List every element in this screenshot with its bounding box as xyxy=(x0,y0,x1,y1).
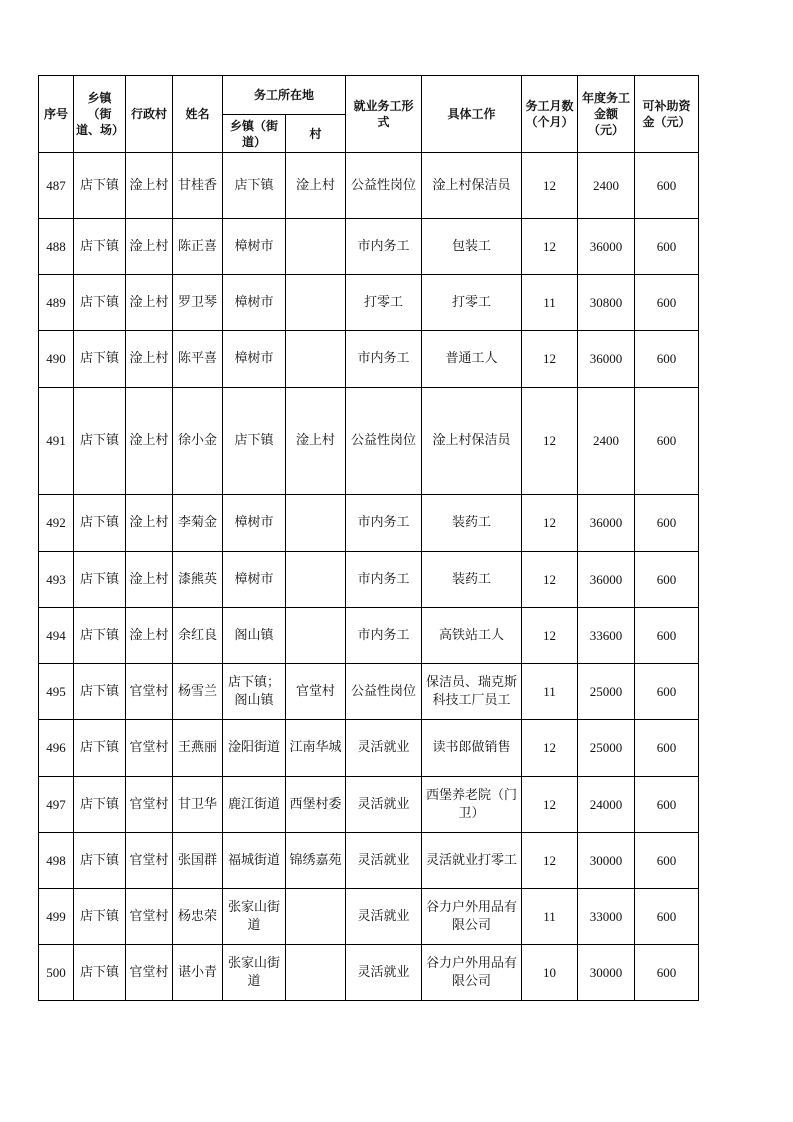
cell-village: 淦上村 xyxy=(126,153,173,219)
cell-seq: 491 xyxy=(39,388,74,495)
cell-income: 36000 xyxy=(578,219,635,275)
table-row xyxy=(39,275,699,331)
cell-subsidy: 600 xyxy=(635,664,699,720)
cell-work-township: 阁山镇 xyxy=(223,608,286,664)
cell-form: 灵活就业 xyxy=(346,720,422,777)
cell-form: 灵活就业 xyxy=(346,889,422,945)
cell-months: 12 xyxy=(522,331,578,388)
cell-name: 杨忠荣 xyxy=(173,889,223,945)
cell-village: 淦上村 xyxy=(126,219,173,275)
cell-name: 漆熊英 xyxy=(173,552,223,608)
cell-name: 张国群 xyxy=(173,833,223,889)
cell-work-village: 淦上村 xyxy=(286,388,346,495)
table-header xyxy=(39,76,699,153)
cell-seq: 487 xyxy=(39,153,74,219)
cell-seq: 498 xyxy=(39,833,74,889)
cell-work-township: 樟树市 xyxy=(223,552,286,608)
cell-form: 公益性岗位 xyxy=(346,153,422,219)
header-months: 务工月数（个月） xyxy=(522,76,578,153)
cell-subsidy: 600 xyxy=(635,495,699,552)
cell-job: 保洁员、瑞克斯科技工厂员工 xyxy=(422,664,522,720)
cell-name: 徐小金 xyxy=(173,388,223,495)
cell-subsidy: 600 xyxy=(635,889,699,945)
cell-job: 淦上村保洁员 xyxy=(422,153,522,219)
cell-subsidy: 600 xyxy=(635,720,699,777)
cell-months: 12 xyxy=(522,388,578,495)
cell-job: 装药工 xyxy=(422,552,522,608)
table-row xyxy=(39,219,699,275)
cell-job: 包装工 xyxy=(422,219,522,275)
cell-form: 打零工 xyxy=(346,275,422,331)
cell-village: 官堂村 xyxy=(126,664,173,720)
header-form: 就业务工形式 xyxy=(346,76,422,153)
cell-months: 11 xyxy=(522,664,578,720)
table-row xyxy=(39,777,699,833)
cell-subsidy: 600 xyxy=(635,777,699,833)
cell-work-village xyxy=(286,552,346,608)
cell-form: 公益性岗位 xyxy=(346,664,422,720)
table-body xyxy=(39,153,699,1001)
cell-form: 灵活就业 xyxy=(346,833,422,889)
cell-seq: 497 xyxy=(39,777,74,833)
cell-village: 淦上村 xyxy=(126,608,173,664)
cell-seq: 495 xyxy=(39,664,74,720)
cell-income: 30000 xyxy=(578,833,635,889)
cell-work-village xyxy=(286,331,346,388)
cell-income: 25000 xyxy=(578,664,635,720)
cell-township: 店下镇 xyxy=(74,833,126,889)
cell-name: 谌小青 xyxy=(173,945,223,1001)
cell-township: 店下镇 xyxy=(74,388,126,495)
cell-months: 12 xyxy=(522,833,578,889)
cell-months: 11 xyxy=(522,889,578,945)
cell-work-village: 西堡村委 xyxy=(286,777,346,833)
cell-months: 12 xyxy=(522,495,578,552)
cell-work-township: 福城街道 xyxy=(223,833,286,889)
cell-name: 甘卫华 xyxy=(173,777,223,833)
cell-subsidy: 600 xyxy=(635,608,699,664)
cell-subsidy: 600 xyxy=(635,945,699,1001)
header-income: 年度务工金额（元） xyxy=(578,76,635,153)
cell-work-township: 张家山街道 xyxy=(223,889,286,945)
cell-job: 灵活就业打零工 xyxy=(422,833,522,889)
header-name: 姓名 xyxy=(173,76,223,153)
table-row xyxy=(39,833,699,889)
cell-township: 店下镇 xyxy=(74,889,126,945)
cell-income: 36000 xyxy=(578,495,635,552)
cell-township: 店下镇 xyxy=(74,552,126,608)
cell-job: 打零工 xyxy=(422,275,522,331)
cell-seq: 499 xyxy=(39,889,74,945)
cell-name: 余红良 xyxy=(173,608,223,664)
table-row xyxy=(39,388,699,495)
cell-work-village: 江南华城 xyxy=(286,720,346,777)
table-row xyxy=(39,608,699,664)
cell-village: 淦上村 xyxy=(126,552,173,608)
cell-income: 33000 xyxy=(578,889,635,945)
table-row xyxy=(39,495,699,552)
cell-months: 10 xyxy=(522,945,578,1001)
subsidy-roster-table xyxy=(38,75,699,1001)
cell-months: 12 xyxy=(522,153,578,219)
header-township: 乡镇（街道、场） xyxy=(74,76,126,153)
cell-seq: 492 xyxy=(39,495,74,552)
cell-subsidy: 600 xyxy=(635,275,699,331)
cell-township: 店下镇 xyxy=(74,495,126,552)
cell-township: 店下镇 xyxy=(74,275,126,331)
cell-income: 33600 xyxy=(578,608,635,664)
cell-township: 店下镇 xyxy=(74,720,126,777)
cell-months: 12 xyxy=(522,720,578,777)
cell-income: 25000 xyxy=(578,720,635,777)
cell-subsidy: 600 xyxy=(635,833,699,889)
cell-village: 淦上村 xyxy=(126,275,173,331)
cell-income: 30000 xyxy=(578,945,635,1001)
cell-job: 高铁站工人 xyxy=(422,608,522,664)
cell-form: 市内务工 xyxy=(346,495,422,552)
cell-income: 36000 xyxy=(578,552,635,608)
cell-job: 淦上村保洁员 xyxy=(422,388,522,495)
cell-work-village xyxy=(286,889,346,945)
table-row xyxy=(39,153,699,219)
cell-name: 罗卫琴 xyxy=(173,275,223,331)
cell-township: 店下镇 xyxy=(74,608,126,664)
cell-form: 市内务工 xyxy=(346,331,422,388)
cell-work-village: 官堂村 xyxy=(286,664,346,720)
cell-form: 市内务工 xyxy=(346,608,422,664)
cell-work-township: 樟树市 xyxy=(223,331,286,388)
cell-seq: 500 xyxy=(39,945,74,1001)
cell-job: 谷力户外用品有限公司 xyxy=(422,945,522,1001)
cell-income: 30800 xyxy=(578,275,635,331)
header-seq: 序号 xyxy=(39,76,74,153)
cell-village: 官堂村 xyxy=(126,720,173,777)
cell-months: 12 xyxy=(522,608,578,664)
cell-work-township: 鹿江街道 xyxy=(223,777,286,833)
cell-village: 淦上村 xyxy=(126,331,173,388)
cell-months: 12 xyxy=(522,777,578,833)
cell-form: 灵活就业 xyxy=(346,945,422,1001)
cell-seq: 489 xyxy=(39,275,74,331)
cell-seq: 496 xyxy=(39,720,74,777)
header-work-township: 乡镇（街道） xyxy=(223,115,286,153)
table-row xyxy=(39,945,699,1001)
cell-name: 李菊金 xyxy=(173,495,223,552)
cell-income: 2400 xyxy=(578,388,635,495)
cell-name: 王燕丽 xyxy=(173,720,223,777)
cell-village: 官堂村 xyxy=(126,777,173,833)
cell-township: 店下镇 xyxy=(74,153,126,219)
cell-township: 店下镇 xyxy=(74,331,126,388)
cell-village: 淦上村 xyxy=(126,495,173,552)
table-row xyxy=(39,552,699,608)
cell-village: 淦上村 xyxy=(126,388,173,495)
table-row xyxy=(39,331,699,388)
cell-job: 谷力户外用品有限公司 xyxy=(422,889,522,945)
cell-job: 读书郎做销售 xyxy=(422,720,522,777)
cell-township: 店下镇 xyxy=(74,777,126,833)
header-work-location: 务工所在地 xyxy=(223,76,346,115)
cell-village: 官堂村 xyxy=(126,889,173,945)
cell-name: 陈正喜 xyxy=(173,219,223,275)
cell-subsidy: 600 xyxy=(635,331,699,388)
cell-work-township: 樟树市 xyxy=(223,495,286,552)
cell-form: 灵活就业 xyxy=(346,777,422,833)
cell-village: 官堂村 xyxy=(126,945,173,1001)
cell-work-township: 淦阳街道 xyxy=(223,720,286,777)
cell-name: 杨雪兰 xyxy=(173,664,223,720)
cell-work-township: 店下镇；阁山镇 xyxy=(223,664,286,720)
cell-seq: 490 xyxy=(39,331,74,388)
cell-form: 市内务工 xyxy=(346,552,422,608)
cell-name: 甘桂香 xyxy=(173,153,223,219)
cell-subsidy: 600 xyxy=(635,153,699,219)
cell-name: 陈平喜 xyxy=(173,331,223,388)
cell-months: 12 xyxy=(522,552,578,608)
header-subsidy: 可补助资金（元） xyxy=(635,76,699,153)
cell-work-township: 樟树市 xyxy=(223,219,286,275)
cell-income: 24000 xyxy=(578,777,635,833)
table-row xyxy=(39,889,699,945)
cell-township: 店下镇 xyxy=(74,664,126,720)
cell-work-township: 店下镇 xyxy=(223,388,286,495)
cell-job: 西堡养老院（门卫） xyxy=(422,777,522,833)
cell-income: 36000 xyxy=(578,331,635,388)
cell-seq: 493 xyxy=(39,552,74,608)
cell-work-township: 樟树市 xyxy=(223,275,286,331)
cell-work-village xyxy=(286,945,346,1001)
cell-subsidy: 600 xyxy=(635,219,699,275)
cell-work-village xyxy=(286,219,346,275)
cell-work-township: 张家山街道 xyxy=(223,945,286,1001)
cell-work-village xyxy=(286,275,346,331)
cell-work-village xyxy=(286,495,346,552)
cell-job: 普通工人 xyxy=(422,331,522,388)
cell-job: 装药工 xyxy=(422,495,522,552)
cell-income: 2400 xyxy=(578,153,635,219)
cell-work-village: 锦绣嘉苑 xyxy=(286,833,346,889)
cell-township: 店下镇 xyxy=(74,945,126,1001)
cell-months: 12 xyxy=(522,219,578,275)
cell-form: 市内务工 xyxy=(346,219,422,275)
cell-work-township: 店下镇 xyxy=(223,153,286,219)
header-village: 行政村 xyxy=(126,76,173,153)
header-job: 具体工作 xyxy=(422,76,522,153)
table-row xyxy=(39,664,699,720)
cell-seq: 494 xyxy=(39,608,74,664)
cell-village: 官堂村 xyxy=(126,833,173,889)
table-row xyxy=(39,720,699,777)
header-work-village: 村 xyxy=(286,115,346,153)
cell-subsidy: 600 xyxy=(635,552,699,608)
cell-work-village: 淦上村 xyxy=(286,153,346,219)
cell-form: 公益性岗位 xyxy=(346,388,422,495)
cell-township: 店下镇 xyxy=(74,219,126,275)
cell-months: 11 xyxy=(522,275,578,331)
cell-work-village xyxy=(286,608,346,664)
cell-subsidy: 600 xyxy=(635,388,699,495)
cell-seq: 488 xyxy=(39,219,74,275)
